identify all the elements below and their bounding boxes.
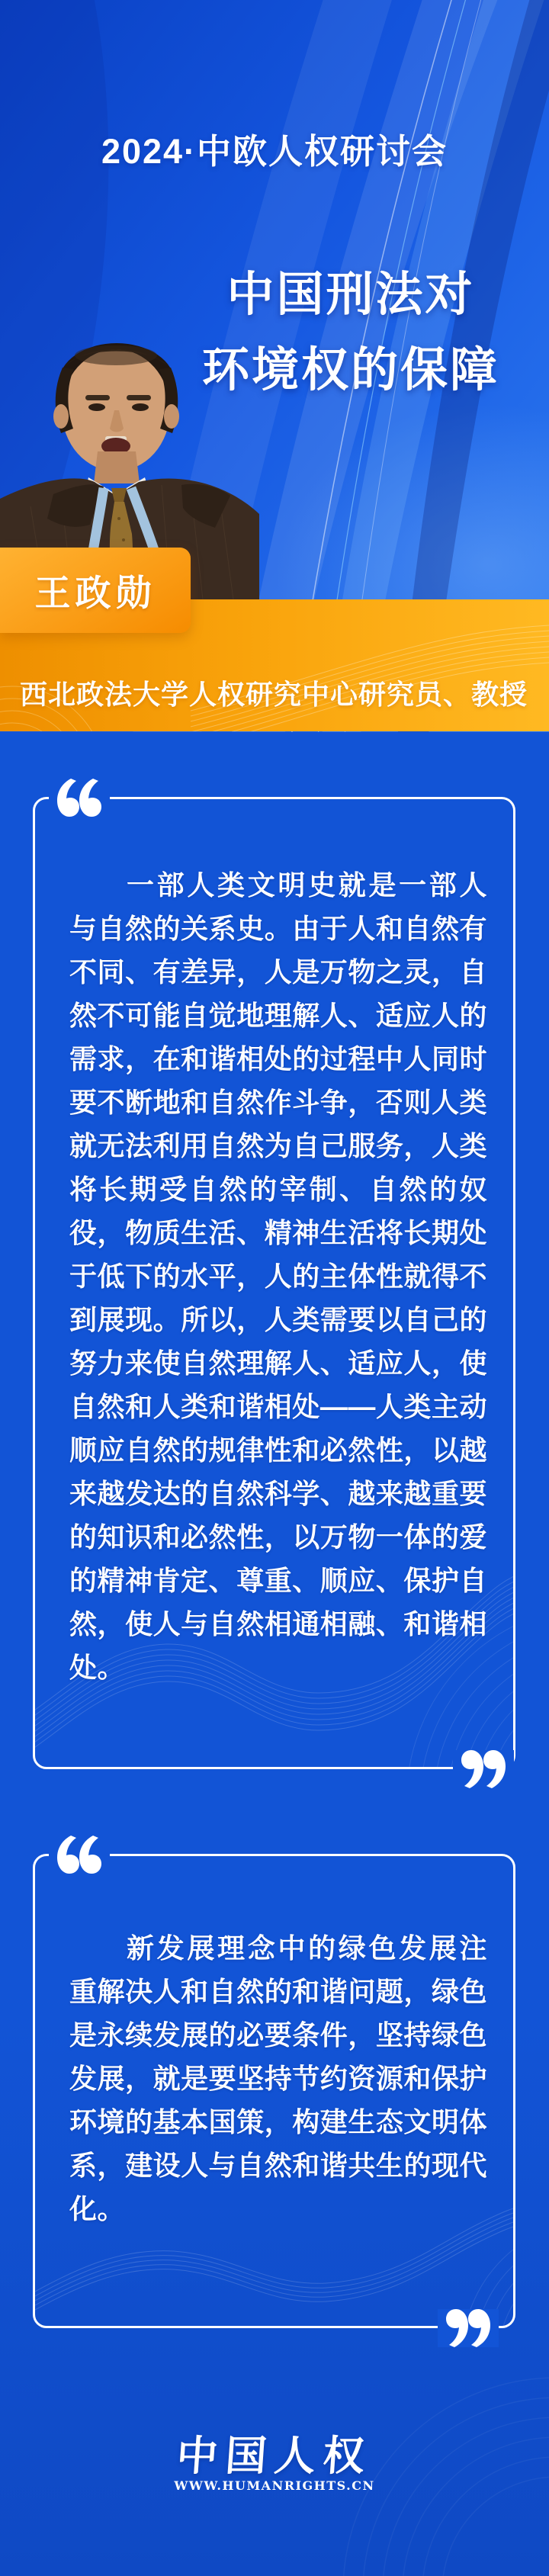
title-line-2: 环境权的保障 — [201, 342, 499, 397]
page-title — [152, 256, 549, 407]
speaker-name-badge — [0, 548, 191, 633]
speaker-name: 王政勋 — [34, 572, 156, 613]
close-quote-icon — [438, 2309, 499, 2347]
open-quote-icon — [49, 1836, 110, 1874]
title-line-1: 中国刑法对 — [226, 266, 475, 322]
quote-card-2 — [33, 1854, 515, 2328]
quote-text-2: 新发展理念中的绿色发展注重解决人和自然的和谐问题，绿色是永续发展的必要条件，坚持绿色发展，就是要坚持节约资源和保护环境的基本国策，构建生态文明体系，建设人与自然和谐共生的现代化。 — [69, 1932, 487, 2224]
quote-card-1 — [33, 797, 515, 1769]
open-quote-icon — [49, 779, 110, 817]
close-quote-icon — [453, 1750, 514, 1788]
website-url: WWW.HUMANRIGHTS.CN — [174, 2478, 375, 2493]
event-badge: 2024·中欧人权研讨会 — [101, 132, 448, 171]
quote-text-1: 一部人类文明史就是一部人与自然的关系史。由于人和自然有不同、有差异，人是万物之灵，自然不可能自觉地理解人、适应人的需求，在和谐相处的过程中人同时要不断地和自然作斗争，否则人类就无法利用自然为自己服务，人类将长期受自然的宰制、自然的奴役，物质生活、精神生活将长期处于低下的水平，人的主体性就得不到展现。所以，人类需要以自己的努力来使自然理解人、适应人，使自然和人类和谐相处——人类主动顺应自然的规律性和必然性，以越来越发达的自然科学、越来越重要的知识和必然性，以万物一体的爱的精神肯定、尊重、顺应、保护自然，使人与自然相通相融、和谐相处。 — [69, 869, 487, 1683]
speaker-affiliation: 西北政法大学人权研究中心研究员、教授 — [20, 679, 528, 710]
humanrights-logo: 中国人权 — [175, 2431, 374, 2480]
